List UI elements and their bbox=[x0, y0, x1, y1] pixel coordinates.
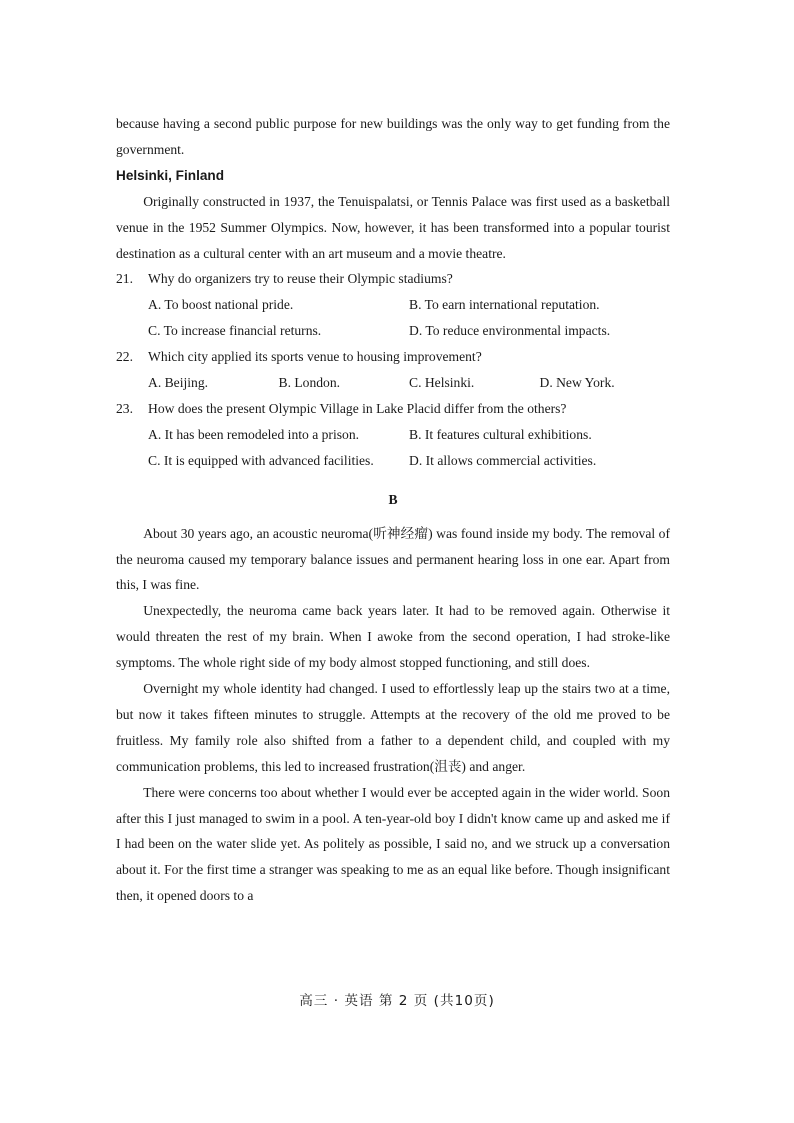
option-d: D. New York. bbox=[539, 375, 615, 391]
option-b: B. To earn international reputation. bbox=[409, 297, 600, 313]
question-stem: How does the present Olympic Village in Lake Placid differ from the others? bbox=[148, 400, 567, 416]
option-b: B. It features cultural exhibitions. bbox=[409, 426, 592, 442]
option-b: B. London. bbox=[278, 375, 341, 391]
page-footer: 高三 · 英语 第 2 页 (共10页) bbox=[299, 993, 495, 1009]
option-c: C. It is equipped with advanced facilities. bbox=[148, 452, 374, 468]
option-d: D. It allows commercial activities. bbox=[409, 452, 597, 468]
paragraph-helsinki: Originally constructed in 1937, the Tenuispalatsi, or Tennis Palace was first used as a basketball venue in the 1952 Summer Olympics. Now, however, it has been transformed into a popular tourist destination as a cultural center with an art museum and a movie theatre. bbox=[116, 193, 670, 261]
question-23 bbox=[116, 396, 670, 474]
heading-helsinki: Helsinki, Finland bbox=[116, 167, 225, 183]
question-number: 23. bbox=[116, 400, 133, 416]
text-column bbox=[116, 111, 670, 909]
option-a: A. It has been remodeled into a prison. bbox=[148, 426, 360, 442]
question-number: 21. bbox=[116, 271, 133, 287]
passage-a-continued: because having a second public purpose for new buildings was the only way to get funding from the government. bbox=[116, 116, 670, 157]
paragraph-b-4: There were concerns too about whether I would ever be accepted again in the wider world. Soon after this I just managed to swim in a pool. A ten-year-old boy I didn't know came up and asked me if I had been on the water slide yet. As politely as possible, I said no, and we struck up a conversation about it. For the first time a stranger was speaking to me as an equal like before. Though insignificant then, it opened doors to a bbox=[116, 784, 670, 904]
option-c: C. Helsinki. bbox=[409, 375, 475, 391]
option-a: A. Beijing. bbox=[148, 375, 209, 391]
option-a: A. To boost national pride. bbox=[148, 297, 294, 313]
paragraph-b-1: About 30 years ago, an acoustic neuroma(听神经瘤) was found inside my body. The removal of the neuroma caused my temporary balance issues and permanent hearing loss in one ear. Apart from this, I was fine. bbox=[116, 525, 670, 593]
question-stem: Why do organizers try to reuse their Olympic stadiums? bbox=[148, 271, 453, 287]
paragraph-b-3: Overnight my whole identity had changed. I used to effortlessly leap up the stairs two at a time, but now it takes fifteen minutes to struggle. Attempts at the recovery of the old me proved to be fruitless. My family role also shifted from a father to a dependent child, and coupled with my communication problems, this led to increased frustration(沮丧) and anger. bbox=[116, 681, 670, 774]
question-number: 22. bbox=[116, 349, 133, 365]
section-label-b: B bbox=[388, 491, 398, 507]
option-d: D. To reduce environmental impacts. bbox=[409, 323, 611, 339]
paragraph-b-2: Unexpectedly, the neuroma came back years later. It had to be removed again. Otherwise it would threaten the rest of my brain. When I awoke from the second operation, I had stroke-like symptoms. The whole right side of my body almost stopped functioning, and still does. bbox=[116, 603, 670, 671]
question-22 bbox=[116, 344, 670, 396]
question-stem: Which city applied its sports venue to housing improvement? bbox=[148, 349, 482, 365]
option-c: C. To increase financial returns. bbox=[148, 323, 322, 339]
question-21 bbox=[116, 266, 670, 344]
